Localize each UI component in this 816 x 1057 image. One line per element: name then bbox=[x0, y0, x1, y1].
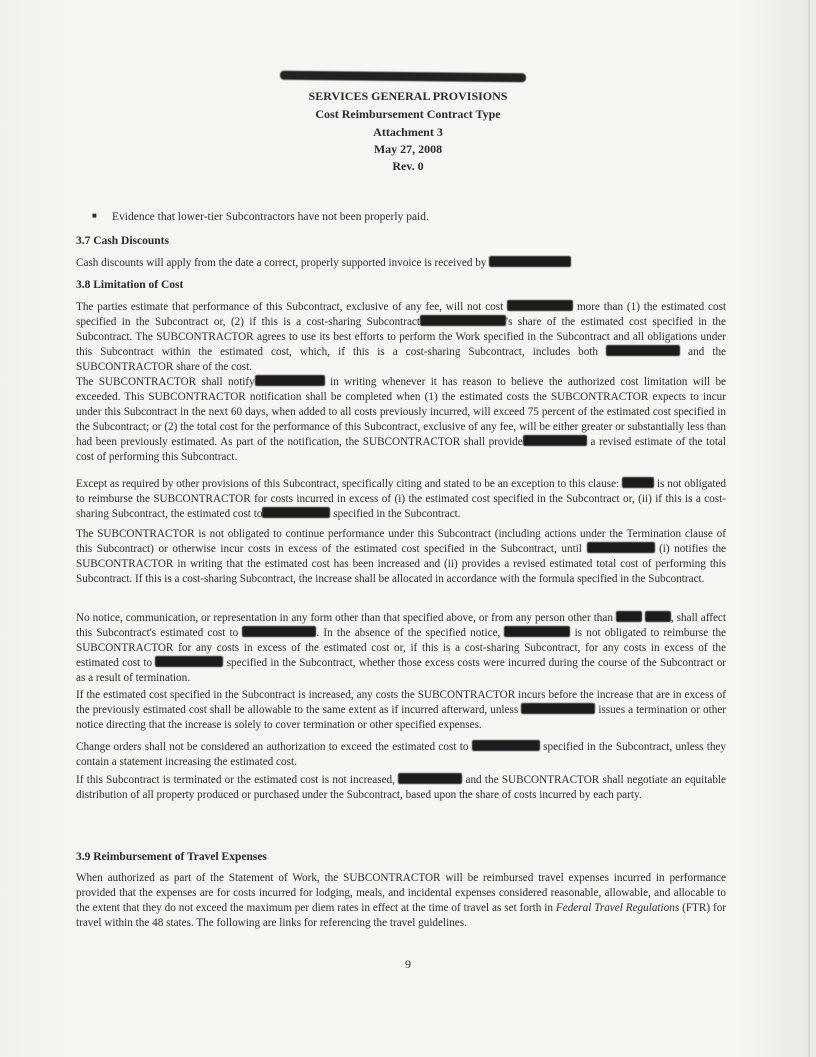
redaction-mark bbox=[262, 507, 330, 518]
redaction-mark bbox=[645, 611, 671, 622]
section-3-8-paragraph-2 bbox=[76, 375, 726, 465]
section-3-8-heading: 3.8 Limitation of Cost bbox=[76, 279, 184, 291]
text-span: . In the absence of the specified notice, bbox=[316, 627, 501, 639]
redaction-mark bbox=[420, 315, 506, 326]
doc-title: SERVICES GENERAL PROVISIONS bbox=[308, 89, 508, 103]
redaction-mark bbox=[255, 375, 325, 386]
section-3-7-paragraph bbox=[76, 256, 726, 271]
bullet-text: Evidence that lower-tier Subcontractors have not been properly paid. bbox=[112, 211, 429, 223]
text-span: If this Subcontract is terminated or the estimated cost is not increased, bbox=[76, 774, 395, 786]
section-3-8-paragraph-1 bbox=[76, 300, 726, 375]
redaction-mark bbox=[489, 256, 571, 267]
text-span: Cash discounts will apply from the date a correct, properly supported invoice is received by bbox=[76, 257, 487, 269]
text-span: specified in the Subcontract, whether those excess costs were incurred during the course of the Subcontract or as a result of termination. bbox=[76, 657, 727, 684]
text-span: (i) notifies the SUBCONTRACTOR in writing that the estimated cost has been increased and (ii) provides a revised estimated total cost of performing this Subcontract. If this is a cost-sharing Subcontract, the increase shall be allocated in accordance with the formula specified in the Subcontract. bbox=[76, 543, 727, 585]
header-redaction-mark bbox=[280, 71, 526, 83]
text-span: Change orders shall not be considered an authorization to exceed the estimated cost to bbox=[76, 741, 469, 753]
redaction-mark bbox=[606, 345, 680, 356]
text-span: is not obligated to reimburse the SUBCONTRACTOR for any costs in excess of the estimated cost or, if this is a cost-sharing Subcontract, for any costs in excess of the estimated cost to bbox=[76, 627, 726, 669]
section-3-8-paragraph-7 bbox=[76, 740, 726, 770]
section-3-8-paragraph-5 bbox=[76, 611, 726, 686]
section-3-9-heading: 3.9 Reimbursement of Travel Expenses bbox=[76, 851, 267, 863]
redaction-mark bbox=[616, 611, 642, 622]
redaction-mark bbox=[507, 300, 573, 311]
text-span: issues a termination or other notice directing that the increase is solely to cover termination or other specified expenses. bbox=[76, 704, 727, 731]
doc-revision: Rev. 0 bbox=[392, 159, 424, 173]
text-span: Except as required by other provisions of this Subcontract, specifically citing and stated to be an exception to this clause: bbox=[76, 478, 620, 490]
doc-attachment: Attachment 3 bbox=[373, 125, 443, 139]
section-3-7-heading: 3.7 Cash Discounts bbox=[76, 235, 169, 247]
bullet-item bbox=[92, 211, 429, 223]
section-3-8-paragraph-8 bbox=[76, 773, 726, 803]
doc-subtitle: Cost Reimbursement Contract Type bbox=[315, 107, 501, 121]
redaction-mark bbox=[472, 740, 540, 751]
bullet-square-icon: ■ bbox=[92, 211, 97, 220]
redaction-mark bbox=[587, 542, 655, 553]
text-span: The SUBCONTRACTOR shall notify bbox=[76, 376, 255, 388]
text-span: The SUBCONTRACTOR is not obligated to continue performance under this Subcontract (including actions under the Termination clause of this Subcontract) or otherwise incur costs in excess of the estimated cost specified in the Subcontract, until bbox=[76, 528, 726, 555]
section-3-8-paragraph-3 bbox=[76, 477, 726, 522]
text-span: (FTR) for travel within the 48 states. The following are links for referencing the travel guidelines. bbox=[76, 902, 727, 929]
redaction-mark bbox=[622, 477, 654, 488]
text-span: If the estimated cost specified in the Subcontract is increased, any costs the SUBCONTRACTOR incurs before the increase that are in excess of the previously estimated cost shall be allowable to the same extent as if incurred afterward, unless bbox=[76, 689, 726, 716]
text-span: When authorized as part of the Statement of Work, the SUBCONTRACTOR will be reimbursed travel expenses incurred in performance provided that the expenses are for costs incurred for lodging, meals, and incidental expenses considered reasonable, allowable, and allocable to the extent that they do not exceed the maximum per diem rates in effect at the time of travel as set forth in bbox=[76, 872, 726, 914]
text-span: more than (1) the estimated cost specified in the Subcontract or, (2) if this is a cost-sharing Subcontract bbox=[76, 301, 727, 328]
page-number: 9 bbox=[405, 957, 411, 971]
text-span: and the SUBCONTRACTOR shall negotiate an equitable distribution of all property produced or purchased under the Subcontract, based upon the share of costs incurred by each party. bbox=[76, 774, 726, 801]
text-span: a revised estimate of the total cost of performing this Subcontract. bbox=[76, 436, 726, 463]
regulation-title: Federal Travel Regulations bbox=[555, 902, 680, 914]
redaction-mark bbox=[523, 435, 587, 446]
text-span: is not obligated to reimburse the SUBCONTRACTOR for costs incurred in excess of (i) the estimated cost specified in the Subcontract or, (ii) if this is a cost-sharing Subcontract, the estimated cost to bbox=[76, 478, 727, 520]
text-span: and the SUBCONTRACTOR share of the cost. bbox=[76, 346, 727, 373]
section-3-8-paragraph-4 bbox=[76, 527, 726, 587]
text-span: specified in the Subcontract. bbox=[333, 508, 461, 520]
text-span: No notice, communication, or representation in any form other than that specified above, or from any person other than bbox=[76, 612, 613, 624]
redaction-mark bbox=[504, 626, 570, 637]
redaction-mark bbox=[398, 773, 462, 784]
section-3-9-paragraph bbox=[76, 871, 726, 931]
doc-date: May 27, 2008 bbox=[373, 142, 443, 156]
section-3-8-paragraph-6 bbox=[76, 688, 726, 733]
text-span: in writing whenever it has reason to believe the authorized cost limitation will be exceeded. This SUBCONTRACTOR notification shall be completed when (1) the estimated costs the SUBCONTRACTOR expects to incur under this Subcontract in the next 60 days, when added to all costs previously incurred, will exceed 75 percent of the estimated cost specified in the Subcontract; or (2) the total cost for the performance of this Subcontract, exclusive of any fee, will be either greater or substantially less than had been previously estimated. As part of the notification, the SUBCONTRACTOR shall provide bbox=[76, 376, 727, 448]
redaction-mark bbox=[242, 626, 316, 637]
text-span: 's share of the estimated cost specified in the Subcontract. The SUBCONTRACTOR agrees to use its best efforts to perform the Work specified in the Subcontract and all obligations under this Subcontract within the estimated cost, which, if this is a cost-sharing Subcontract, includes both bbox=[76, 316, 726, 358]
text-span: The parties estimate that performance of this Subcontract, exclusive of any fee, will not cost bbox=[76, 301, 504, 313]
text-span: specified in the Subcontract, unless they contain a statement increasing the estimated cost. bbox=[76, 741, 727, 768]
redaction-mark bbox=[155, 656, 223, 667]
redaction-mark bbox=[521, 703, 595, 714]
text-span: , shall affect this Subcontract's estimated cost to bbox=[76, 612, 727, 639]
